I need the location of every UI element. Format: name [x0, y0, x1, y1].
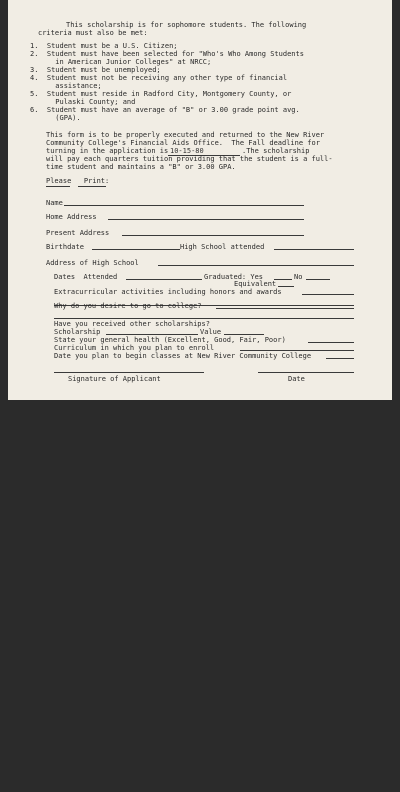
instructions-line-4: will pay each quarters tuition providing that the student is a full- [46, 155, 333, 163]
value-label: Value [200, 328, 222, 336]
criteria-3: 3. Student must be unemployed; [30, 66, 161, 74]
criteria-2-cont: in American Junior Colleges" at NRCC; [30, 58, 212, 66]
birthdate-field[interactable] [92, 249, 180, 258]
criteria-5: 5. Student must reside in Radford City, Montgomery County, or [30, 90, 292, 98]
home-address-label: Home Address [46, 213, 97, 221]
criteria-4-cont: assistance; [30, 82, 102, 90]
extracurricular-label: Extracurricular activities including honors and awards [54, 288, 282, 296]
criteria-6-cont: (GPA). [30, 114, 81, 122]
instructions-line-2: Community College's Financial Aids Office. The Fall deadline for [46, 139, 320, 147]
instructions-line-1: This form is to be properly executed and returned to the New River [46, 131, 325, 139]
other-scholarships-label: Have you received other scholarships? [54, 320, 210, 328]
why-college-label: Why do you desire to go to college? [54, 302, 202, 310]
graduated-no-label: No [294, 273, 303, 281]
curriculum-label: Curriculum in which you plan to enroll [54, 344, 215, 352]
intro-line-1: This scholarship is for sophomore students. The following [66, 21, 307, 29]
deadline-date: 10-15-80 [170, 147, 204, 155]
dates-attended-label: Dates Attended [54, 273, 118, 281]
please-underline [46, 186, 70, 187]
present-address-label: Present Address [46, 229, 110, 237]
instructions-line-3: turning in the application is [46, 147, 173, 155]
why-college-field[interactable] [216, 308, 354, 317]
name-field[interactable] [64, 205, 304, 214]
graduated-yes-label: Graduated: Yes [204, 273, 264, 281]
scholarship-application-form [8, 0, 392, 400]
dates-attended-field[interactable] [126, 279, 202, 288]
criteria-4: 4. Student must not be receiving any other type of financial [30, 74, 288, 82]
health-label: State your general health (Excellent, Good, Fair, Poor) [54, 336, 286, 344]
home-address-field[interactable] [108, 219, 304, 228]
criteria-5-cont: Pulaski County; and [30, 98, 136, 106]
criteria-1: 1. Student must be a U.S. Citizen; [30, 42, 178, 50]
intro-line-2: criteria must also be met: [38, 29, 148, 37]
high-school-attended-field[interactable] [274, 249, 354, 258]
instructions-line-5: time student and maintains a "B" or 3.00 GPA. [46, 163, 236, 171]
criteria-2: 2. Student must have been selected for "Who's Who Among Students [30, 50, 304, 58]
signature-date-field[interactable] [258, 372, 354, 381]
address-of-high-school-label: Address of High School [46, 259, 139, 267]
date-begin-label: Date you plan to begin classes at New River Community College [54, 352, 312, 360]
name-label: Name [46, 199, 63, 207]
print-underline [78, 186, 106, 187]
date-begin-field[interactable] [326, 358, 354, 367]
please-print-label: Please Print: [46, 177, 110, 185]
birthdate-label: Birthdate [46, 243, 84, 251]
instructions-line-3-end: .The scholarship [242, 147, 310, 155]
graduated-no-field[interactable] [306, 279, 330, 288]
scholarship-label: Scholarship [54, 328, 101, 336]
criteria-6: 6. Student must have an average of "B" or 3.00 grade point avg. [30, 106, 300, 114]
signature-label: Signature of Applicant [68, 375, 161, 383]
extracurricular-field[interactable] [302, 294, 354, 303]
equivalent-label: Equivalent [234, 280, 277, 288]
date-label: Date [288, 375, 305, 383]
high-school-attended-label: High School attended [180, 243, 265, 251]
